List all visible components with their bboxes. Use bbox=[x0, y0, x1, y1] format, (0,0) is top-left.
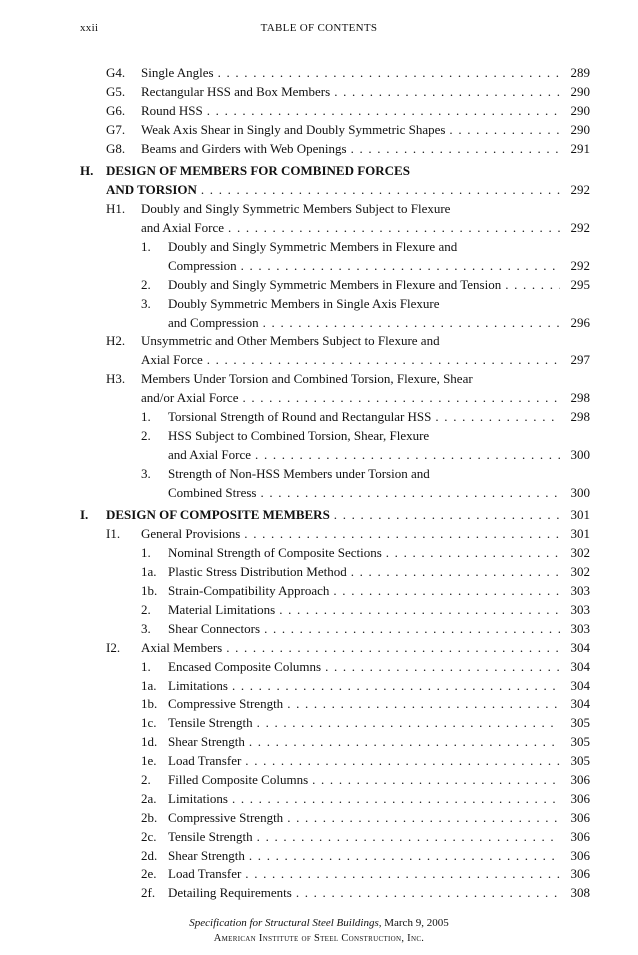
toc-entry-title: Weak Axis Shear in Singly and Doubly Symmetric Shapes bbox=[141, 121, 446, 137]
toc-entry bbox=[0, 714, 638, 733]
toc-entry-number: H1. bbox=[106, 201, 126, 217]
toc-entry-number: 1c. bbox=[141, 715, 157, 731]
toc-entry bbox=[0, 639, 638, 658]
toc-entry bbox=[0, 162, 638, 181]
toc-page-number: 304 bbox=[570, 658, 590, 674]
toc-entry-title: and Compression bbox=[168, 314, 259, 330]
toc-dot-leader bbox=[253, 828, 560, 847]
toc-entry bbox=[0, 658, 638, 677]
toc-page-number: 298 bbox=[570, 409, 590, 425]
toc-entry-title: Combined Stress bbox=[168, 484, 257, 500]
toc-dot-leader bbox=[237, 257, 560, 276]
toc-entry bbox=[0, 427, 638, 446]
toc-page-number: 301 bbox=[570, 526, 590, 542]
toc-dot-leader bbox=[259, 314, 560, 333]
toc-entry bbox=[0, 752, 638, 771]
footer-date: March 9, 2005 bbox=[381, 917, 449, 929]
toc-entry-title: Tensile Strength bbox=[168, 828, 253, 844]
toc-entry-title: Axial Members bbox=[141, 639, 223, 655]
toc-dot-leader bbox=[445, 121, 560, 140]
toc-entry-number: 1. bbox=[141, 545, 151, 561]
toc-entry bbox=[0, 102, 638, 121]
toc-entry-title: Doubly and Singly Symmetric Members in Flexure and bbox=[168, 239, 458, 255]
toc-entry-title: Load Transfer bbox=[168, 866, 242, 882]
toc-dot-leader bbox=[245, 847, 560, 866]
toc-page-number: 300 bbox=[570, 446, 590, 462]
toc-entry bbox=[0, 64, 638, 83]
toc-entry bbox=[0, 506, 638, 525]
toc-entry-number: 1a. bbox=[141, 677, 157, 693]
toc-entry bbox=[0, 677, 638, 696]
toc-dot-leader bbox=[245, 733, 560, 752]
toc-dot-leader bbox=[283, 695, 560, 714]
toc-dot-leader bbox=[431, 408, 560, 427]
toc-dot-leader bbox=[197, 181, 560, 200]
toc-entry-number: 2. bbox=[141, 771, 151, 787]
toc-entry-number: 2a. bbox=[141, 790, 157, 806]
toc-entry-title: Torsional Strength of Round and Rectangular HSS bbox=[168, 409, 432, 425]
toc-entry-title: Filled Composite Columns bbox=[168, 771, 309, 787]
toc-entry-title: Plastic Stress Distribution Method bbox=[168, 564, 347, 580]
toc-entry-number: 1. bbox=[141, 658, 151, 674]
toc-entry-title: Doubly and Singly Symmetric Members Subject to Flexure bbox=[141, 201, 451, 217]
toc-page-number: 292 bbox=[570, 257, 590, 273]
toc-dot-leader bbox=[275, 601, 560, 620]
toc-dot-leader bbox=[203, 351, 560, 370]
toc-entry-title: Compressive Strength bbox=[168, 696, 284, 712]
toc-dot-leader bbox=[222, 639, 560, 658]
toc-entry-number: 1b. bbox=[141, 583, 158, 599]
toc-dot-leader bbox=[203, 102, 560, 121]
toc-dot-leader bbox=[228, 790, 560, 809]
toc-entry bbox=[0, 695, 638, 714]
toc-entry-number: I2. bbox=[106, 639, 121, 655]
toc-entry-title: Nominal Strength of Composite Sections bbox=[168, 545, 382, 561]
toc-page-number: 300 bbox=[570, 484, 590, 500]
toc-entry bbox=[0, 771, 638, 790]
toc-entry bbox=[0, 544, 638, 563]
toc-dot-leader bbox=[382, 544, 560, 563]
toc-dot-leader bbox=[228, 677, 560, 696]
toc-page-number: 301 bbox=[570, 507, 590, 523]
toc-entry bbox=[0, 140, 638, 159]
toc-entry-number: G7. bbox=[106, 121, 126, 137]
toc-dot-leader bbox=[241, 752, 560, 771]
toc-page-number: 306 bbox=[570, 790, 590, 806]
toc-entry bbox=[0, 790, 638, 809]
toc-entry-title: Single Angles bbox=[141, 65, 214, 80]
toc-entry-title: Shear Strength bbox=[168, 847, 245, 863]
table-of-contents bbox=[0, 64, 638, 903]
toc-entry-title: Limitations bbox=[168, 677, 228, 693]
toc-page-number: 291 bbox=[570, 140, 590, 156]
toc-entry bbox=[0, 484, 638, 503]
toc-entry-number: H. bbox=[80, 163, 94, 179]
toc-dot-leader bbox=[240, 525, 560, 544]
toc-entry bbox=[0, 465, 638, 484]
toc-entry bbox=[0, 200, 638, 219]
toc-entry bbox=[0, 276, 638, 295]
toc-dot-leader bbox=[253, 714, 560, 733]
toc-entry-title: Round HSS bbox=[141, 102, 203, 118]
footer-publisher: American Institute of Steel Construction, Inc. bbox=[213, 933, 425, 944]
toc-entry bbox=[0, 809, 638, 828]
toc-page-number: 295 bbox=[570, 276, 590, 292]
toc-entry-title: Beams and Girders with Web Openings bbox=[141, 140, 347, 156]
toc-entry bbox=[0, 314, 638, 333]
toc-entry-title: Axial Force bbox=[141, 352, 203, 368]
toc-entry bbox=[0, 847, 638, 866]
toc-entry-number: 2b. bbox=[141, 809, 158, 825]
toc-page-number: 305 bbox=[570, 715, 590, 731]
toc-entry-title: and Axial Force bbox=[141, 220, 225, 236]
toc-dot-leader bbox=[238, 389, 560, 408]
toc-page-number: 302 bbox=[570, 545, 590, 561]
toc-dot-leader bbox=[292, 884, 560, 903]
toc-entry bbox=[0, 884, 638, 903]
toc-entry-title: and Axial Force bbox=[168, 446, 252, 462]
toc-entry bbox=[0, 257, 638, 276]
toc-entry-number: G8. bbox=[106, 140, 126, 156]
toc-entry bbox=[0, 351, 638, 370]
toc-entry-title: Shear Strength bbox=[168, 734, 245, 750]
toc-entry bbox=[0, 733, 638, 752]
toc-entry-number: 1b. bbox=[141, 696, 158, 712]
toc-entry-title: Limitations bbox=[168, 790, 228, 806]
toc-entry-title: Load Transfer bbox=[168, 753, 242, 769]
toc-entry-title: Compressive Strength bbox=[168, 809, 284, 825]
toc-entry-title: Unsymmetric and Other Members Subject to Flexure and bbox=[141, 333, 440, 349]
toc-page-number: 290 bbox=[570, 121, 590, 137]
toc-entry-number: 2d. bbox=[141, 847, 158, 863]
toc-dot-leader bbox=[251, 446, 560, 465]
toc-page-number: 306 bbox=[570, 809, 590, 825]
toc-page-number: 298 bbox=[570, 390, 590, 406]
toc-entry-title: Members Under Torsion and Combined Torsion, Flexure, Shear bbox=[141, 371, 473, 387]
toc-entry-number: 2. bbox=[141, 276, 151, 292]
toc-dot-leader bbox=[260, 620, 560, 639]
toc-entry-number: 2c. bbox=[141, 828, 157, 844]
toc-entry-title: Encased Composite Columns bbox=[168, 658, 322, 674]
toc-page-number: 306 bbox=[570, 771, 590, 787]
toc-entry-number: 2. bbox=[141, 601, 151, 617]
toc-page-number: 303 bbox=[570, 620, 590, 636]
toc-entry bbox=[0, 563, 638, 582]
toc-entry bbox=[0, 219, 638, 238]
toc-entry-number: 2. bbox=[141, 427, 151, 443]
toc-entry-number: 1d. bbox=[141, 734, 158, 750]
toc-page-number: 290 bbox=[570, 83, 590, 99]
toc-entry-title: HSS Subject to Combined Torsion, Shear, Flexure bbox=[168, 427, 430, 443]
toc-entry-title: Shear Connectors bbox=[168, 620, 261, 636]
toc-entry-number: 1. bbox=[141, 239, 151, 255]
toc-page-number: 304 bbox=[570, 677, 590, 693]
toc-entry bbox=[0, 525, 638, 544]
toc-entry-title: Compression bbox=[168, 257, 237, 273]
toc-entry-number: 1a. bbox=[141, 564, 157, 580]
toc-page-number: 292 bbox=[570, 220, 590, 236]
footer-spec-title: Specification for Structural Steel Buildings, bbox=[189, 917, 382, 929]
toc-entry bbox=[0, 865, 638, 884]
toc-entry-number: H3. bbox=[106, 371, 126, 387]
toc-page-number: 305 bbox=[570, 753, 590, 769]
toc-entry bbox=[0, 295, 638, 314]
toc-entry-number: H2. bbox=[106, 333, 126, 349]
toc-entry-number: 3. bbox=[141, 465, 151, 481]
toc-entry bbox=[0, 83, 638, 102]
toc-entry-title: Rectangular HSS and Box Members bbox=[141, 83, 331, 99]
toc-dot-leader bbox=[501, 276, 560, 295]
toc-page-number: 304 bbox=[570, 639, 590, 655]
toc-dot-leader bbox=[214, 64, 560, 83]
toc-entry bbox=[0, 332, 638, 351]
toc-dot-leader bbox=[241, 865, 560, 884]
toc-dot-leader bbox=[321, 658, 560, 677]
header-page-number: xxii bbox=[80, 22, 99, 34]
toc-entry-number: 2e. bbox=[141, 866, 157, 882]
toc-dot-leader bbox=[347, 140, 560, 159]
header-title: TABLE OF CONTENTS bbox=[260, 22, 378, 34]
toc-entry bbox=[0, 828, 638, 847]
toc-entry bbox=[0, 620, 638, 639]
toc-entry bbox=[0, 181, 638, 200]
toc-entry bbox=[0, 601, 638, 620]
toc-entry-number: I1. bbox=[106, 526, 121, 542]
toc-entry-title: DESIGN OF MEMBERS FOR COMBINED FORCES bbox=[106, 163, 410, 179]
toc-page-number: 303 bbox=[570, 601, 590, 617]
toc-entry-number: G5. bbox=[106, 83, 126, 99]
footer-spec-line bbox=[0, 917, 638, 929]
toc-dot-leader bbox=[256, 484, 560, 503]
toc-entry-number: I. bbox=[80, 507, 89, 523]
toc-entry-number: G4. bbox=[106, 65, 126, 80]
toc-page-number: 308 bbox=[570, 885, 590, 901]
toc-page-number: 302 bbox=[570, 564, 590, 580]
toc-page-number: 306 bbox=[570, 866, 590, 882]
toc-entry-number: 2f. bbox=[141, 885, 156, 901]
toc-page-number: 306 bbox=[570, 847, 590, 863]
toc-entry-title: General Provisions bbox=[141, 526, 241, 542]
toc-dot-leader bbox=[330, 83, 560, 102]
toc-page-number: 296 bbox=[570, 314, 590, 330]
toc-page-number: 306 bbox=[570, 828, 590, 844]
toc-entry bbox=[0, 389, 638, 408]
toc-page-number: 289 bbox=[570, 65, 590, 80]
toc-dot-leader bbox=[283, 809, 560, 828]
toc-entry-title: Doubly Symmetric Members in Single Axis Flexure bbox=[168, 295, 440, 311]
toc-page-number: 297 bbox=[570, 352, 590, 368]
toc-dot-leader bbox=[329, 582, 560, 601]
toc-entry-title: Tensile Strength bbox=[168, 715, 253, 731]
toc-entry-title: Material Limitations bbox=[168, 601, 276, 617]
toc-entry-number: 3. bbox=[141, 295, 151, 311]
toc-page-number: 305 bbox=[570, 734, 590, 750]
toc-entry bbox=[0, 370, 638, 389]
toc-entry bbox=[0, 238, 638, 257]
toc-entry-title: Strength of Non-HSS Members under Torsion and bbox=[168, 465, 430, 481]
toc-dot-leader bbox=[347, 563, 560, 582]
toc-entry bbox=[0, 446, 638, 465]
toc-entry-title: Detailing Requirements bbox=[168, 885, 292, 901]
toc-entry-title: Strain-Compatibility Approach bbox=[168, 583, 330, 599]
toc-entry-title: DESIGN OF COMPOSITE MEMBERS bbox=[106, 507, 330, 523]
toc-entry bbox=[0, 408, 638, 427]
toc-page-number: 304 bbox=[570, 696, 590, 712]
toc-entry-title: Doubly and Singly Symmetric Members in Flexure and Tension bbox=[168, 276, 502, 292]
toc-entry bbox=[0, 121, 638, 140]
toc-entry-title: and/or Axial Force bbox=[141, 390, 239, 406]
toc-entry-number: 1e. bbox=[141, 753, 157, 769]
toc-dot-leader bbox=[330, 506, 560, 525]
toc-page-number: 290 bbox=[570, 102, 590, 118]
toc-entry bbox=[0, 582, 638, 601]
toc-entry-number: 3. bbox=[141, 620, 151, 636]
toc-dot-leader bbox=[308, 771, 560, 790]
toc-dot-leader bbox=[224, 219, 560, 238]
toc-entry-number: G6. bbox=[106, 102, 126, 118]
toc-page-number: 292 bbox=[570, 182, 590, 198]
toc-entry-title: AND TORSION bbox=[106, 182, 197, 198]
toc-page-number: 303 bbox=[570, 583, 590, 599]
toc-entry-number: 1. bbox=[141, 409, 151, 425]
